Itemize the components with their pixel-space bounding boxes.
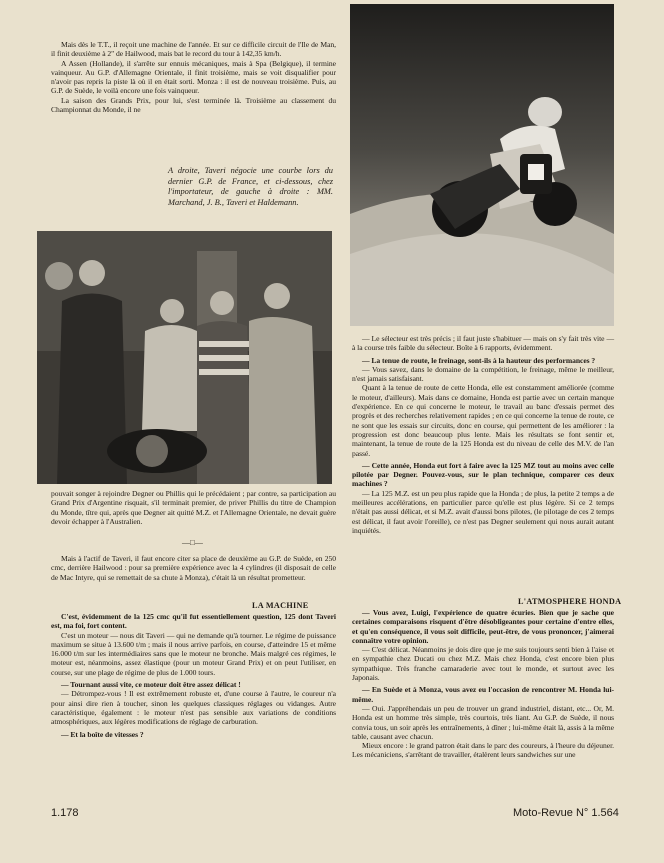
photo-caption: A droite, Taveri négocie une courbe lors du dernier G.P. de France, et ci-dessous, chez l'importateur, de gauche à droite : MM. Marchand, J. B., Taveri et Haldemann. bbox=[168, 166, 333, 207]
racing-photo bbox=[350, 4, 614, 326]
machine-section-text bbox=[51, 612, 336, 739]
honda-question-2: — En Suède et à Monza, vous avez eu l'occasion de rencontrer M. Honda lui-même. bbox=[352, 685, 614, 704]
page-number: 1.178 bbox=[51, 807, 79, 819]
section-separator: —□— bbox=[182, 538, 203, 547]
intro-paragraph-1: Mais dès le T.T., il reçoit une machine de l'année. Et sur ce difficile circuit de l'Ile de Man, il finit deuxième à 2" de Hailwood, mais bat le record du tour à 142,35 km/h. bbox=[51, 40, 336, 59]
group-photo bbox=[37, 231, 332, 484]
machine-question-1: C'est, évidemment de la 125 cmc qu'il fut essentiellement question, 125 dont Taveri est, ma foi, fort content. bbox=[51, 612, 336, 631]
right-paragraph-5: — Cette année, Honda eut fort à faire avec la 125 MZ tout au moins avec celle pilotée par Degner. Pouvez-vous, sur le plan technique, comparer ces deux machines ? bbox=[352, 460, 614, 489]
right-paragraph-3: — Vous savez, dans le domaine de la compétition, le freinage, même le meilleur, n'est jamais satisfaisant. bbox=[352, 364, 614, 384]
intro-paragraph-2: A Assen (Hollande), il s'arrête sur ennuis mécaniques, mais à Spa (Belgique), il termine vainqueur. Au G.P. d'Allemagne Orientale, il finit troisième, mais se voit disqualifier pour n'avoir pas repris la piste là où il en était sorti. Monza : il est de nouveau troisième. Puis, au G.P. de Suède, le voilà encore une fois vainqueur. bbox=[51, 58, 336, 96]
racing-photo-image bbox=[350, 4, 614, 326]
machine-answer-2: — Détrompez-vous ! Il est extrêmement robuste et, d'une course à l'autre, le coureur n'a pour ainsi dire rien à toucher, sinon les quelques classiques réglages ou vidanges. Autre caractéristique, également : le moteur n'est pas sensible aux variations de conditions atmosphériques, aux légères modifications de réglage de carburation. bbox=[51, 689, 336, 727]
right-paragraph-4: Quant à la tenue de route de cette Honda, elle est constamment améliorée (comme le moteur, d'ailleurs). Mais dans ce domaine, Honda est partie avec un certain manque d'expérience. En ce qui concerne le moteur, le travail au banc d'essais permet des progrès et des recherches relativement rapides ; en ce qui concerne la tenue de route, ce ne sont que les essais sur circuits, donc en course, qui permettent de les améliorer : la progression est donc beaucoup plus lente. Mais les résultats se font sentir et, maintenant, la tenue de route de la 125 Honda est du niveau de celle des M.V. de l'an passé. bbox=[352, 383, 614, 458]
right-paragraph-6: — La 125 M.Z. est un peu plus rapide que la Honda ; de plus, la petite 2 temps a de meilleures accélérations, en particulier parce qu'elle est plus légère. Si ce 2 temps n'était pas aussi délicat, et si M.Z. avait d'aussi bons pilotes, (le pilotage de ces 2 temps est délicat, il faut avoir l'oreille), ce n'est pas Degner seulement qui nous aurait autant inquiétés. bbox=[352, 488, 614, 535]
machine-answer-1: C'est un moteur — nous dit Taveri — qui ne demande qu'à tourner. Le régime de puissance maximum se situe à 13.600 t/m ; mais il nous arrive parfois, en course, d'atteindre 15 et même 16.000 t/m sur les intermédiaires sans que le moteur ne bronche. Mais malgré ces régimes, le moteur est, néanmoins, assez élastique (pour un moteur Grand Prix) et on peut l'utiliser, en course, sur une plage de régime de plus de 1.000 tours. bbox=[51, 630, 336, 677]
intro-paragraph-3: La saison des Grands Prix, pour lui, s'est terminée là. Troisième au classement du Championnat du Monde, il ne bbox=[51, 95, 336, 115]
heading-atmosphere-honda: L'ATMOSPHERE HONDA bbox=[518, 597, 622, 606]
intro-text-block bbox=[51, 40, 336, 114]
left-mid-text-2 bbox=[51, 554, 336, 582]
honda-answer-3: Mieux encore : le grand patron était dans le parc des coureurs, à l'heure du déjeuner. Les mécaniciens, s'arrêtant de travailler, étalèrent leurs sandwiches sur une bbox=[352, 741, 614, 760]
machine-question-2: — Tournant aussi vite, ce moteur doit être assez délicat ! bbox=[61, 680, 241, 690]
honda-answer-2: — Oui. J'appréhendais un peu de trouver un grand industriel, distant, etc... Or, M. Honda est un homme très simple, très courtois, très liant. Au G.P. de Suède, il nous convia tous, un soir après les entraînements, à dîner ; lui-même était là, assis à la même table, causant avec chacun. bbox=[352, 703, 614, 741]
honda-section-text bbox=[352, 608, 614, 760]
magazine-issue: Moto-Revue N° 1.564 bbox=[513, 807, 619, 819]
honda-answer-1: — C'est délicat. Néanmoins je dois dire que je me suis toujours senti bien à l'aise et en sympathie chez Ducati ou chez M.Z. Mais chez Honda, c'est encore bien plus sympathique. Très franche camaraderie avec tout le monde, et surtout avec les Japonais. bbox=[352, 645, 614, 683]
right-paragraph-2: — La tenue de route, le freinage, sont-ils à la hauteur des performances ? bbox=[362, 355, 596, 365]
group-photo-image bbox=[37, 231, 332, 484]
honda-question-1: — Vous avez, Luigi, l'expérience de quatre écuries. Bien que je sache que certaines comparaisons risquent d'être désobligeantes pour certaine d'entre elles, et qu'en conséquence, il vous soit difficile, peut-être, de vous prononcer, j'aimerai connaître votre opinion. bbox=[352, 608, 614, 645]
machine-question-3: — Et la boîte de vitesses ? bbox=[61, 729, 144, 739]
right-paragraph-1: — Le sélecteur est très précis ; il faut juste s'habituer — mais on s'y fait très vite — à la course très faible du sélecteur. Boîte à 6 rapports, évidemment. bbox=[352, 334, 614, 353]
right-column-text bbox=[352, 334, 614, 535]
left-mid-paragraph-2: Mais à l'actif de Taveri, il faut encore citer sa place de deuxième au G.P. de Suède, en 250 cmc, derrière Hailwood : pour sa première expérience avec la 4 cylindres (il disposait de celle de Mac Intyre, qui se remettait de sa chute à Monza), c'était là un résultat prometteur. bbox=[51, 554, 336, 582]
left-mid-paragraph-1: pouvait songer à rejoindre Degner ou Phillis qui le précédaient ; par contre, sa participation au Grand Prix d'Argentine risquait, s'il terminait premier, de priver Phillis du titre de Champion du Monde, tître qui, après que Degner ait quitté M.Z. et l'Allemagne Orientale, ne devait guère devoir échapper à l'Australien. bbox=[51, 489, 336, 526]
heading-la-machine: LA MACHINE bbox=[252, 601, 309, 610]
left-mid-text bbox=[51, 489, 336, 526]
